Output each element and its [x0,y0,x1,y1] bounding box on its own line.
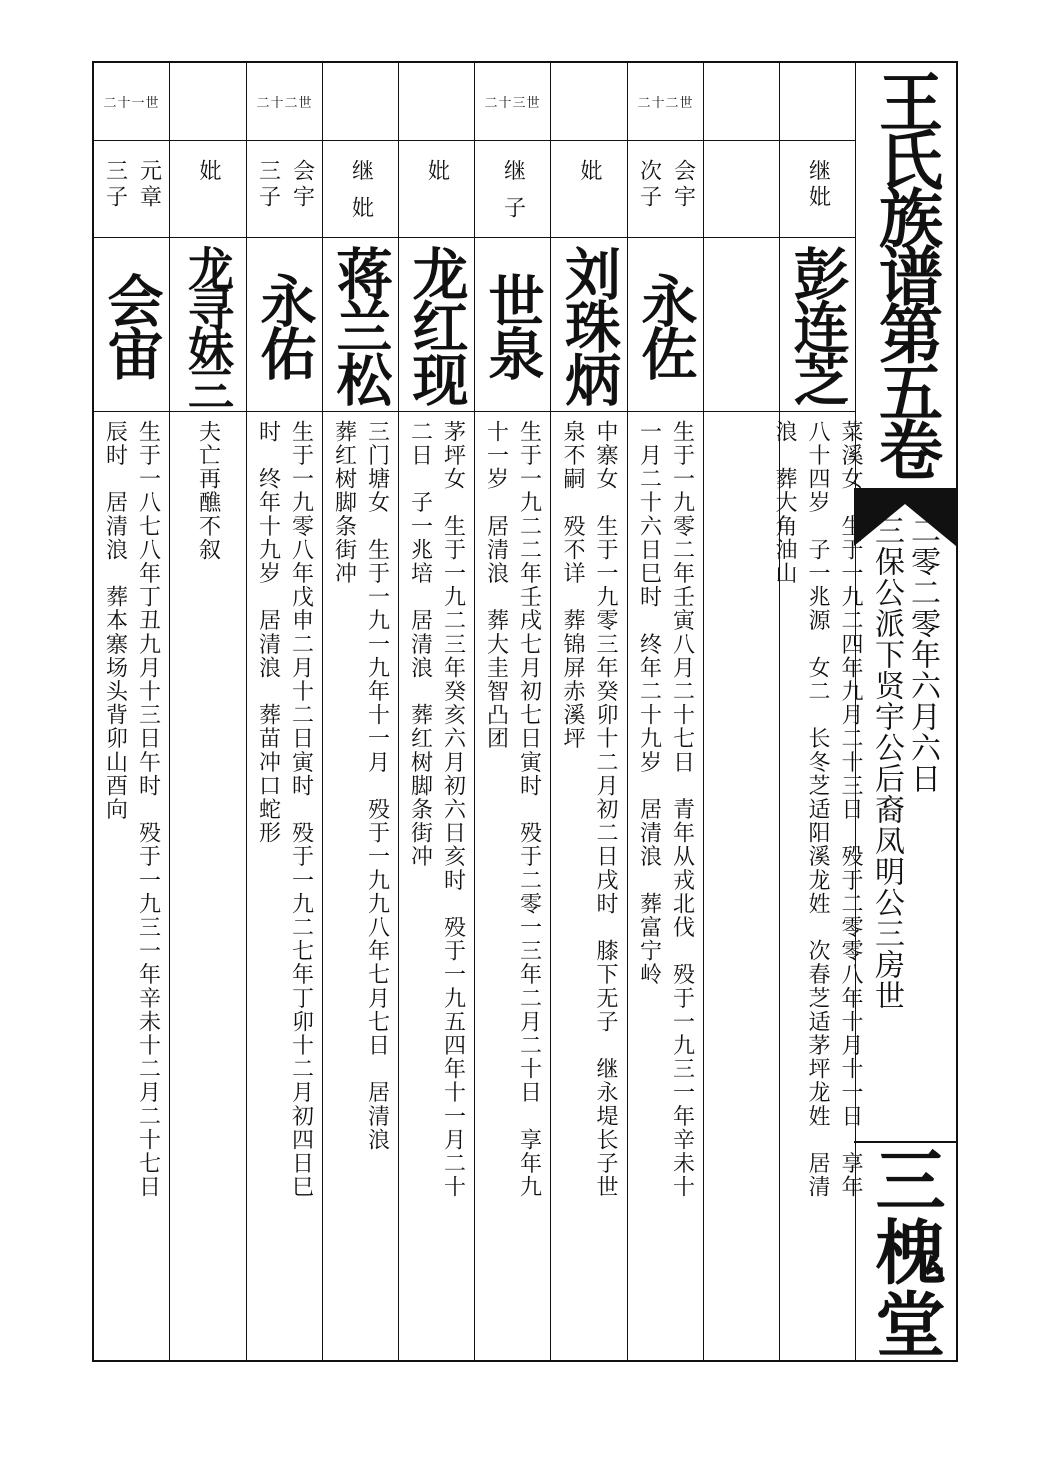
biography-cell: 三门塘女 生于一九一九年十一月 殁于一九九八年七月七日 居清浪 葬红树脚条街冲 [331,420,390,1152]
title-divider-ornament [854,488,956,504]
relation-cell: 会宇 三子 [247,141,322,238]
relation-cell: 妣 [399,141,474,238]
biography-cell [704,412,779,1360]
relation-cell: 继妣 [780,141,855,238]
name-cell: 龙红现 [399,238,474,412]
entry-column [247,63,323,1360]
name-cell: 龙寻妹三 [170,238,246,412]
generation-cell: 二十三世 [475,63,550,141]
name-cell [704,238,779,412]
name-cell: 彭连芝 [780,238,855,412]
relation-cell: 继 子 [475,141,550,238]
relation-cell: 会宇 次子 [628,141,703,238]
entry-column [628,63,704,1360]
name-cell: 世泉 [475,238,550,412]
biography-cell: 夫亡再醮不叙 [195,420,221,562]
relation-cell: 继 妣 [323,141,398,238]
generation-cell [323,63,398,141]
name-cell: 刘珠炳 [551,238,627,412]
entry-column [704,63,780,1360]
generation-cell: 二十二世 [247,63,322,141]
entry-column [323,63,399,1360]
generation-cell [704,63,779,141]
biography-cell: 生于一九零八年戊申二月十二日寅时 殁于一九二七年丁卯十二月初四日巳 时 终年十九岁 居清浪 葬苗冲口蛇形 [255,420,314,1199]
generation-cell: 二十一世 [94,63,169,141]
subtitle-branch: 三保公派下贤宇公后裔凤明公三房世 [869,515,904,1011]
generation-cell [780,63,855,141]
entry-column [475,63,551,1360]
entry-column [551,63,628,1360]
genealogy-page [92,61,958,1362]
biography-cell: 生于一九零二年壬寅八月二十七日 青年从戎北伐 殁于一九三一年辛未十 一月二十六日巳时 终年二十九岁 居清浪 葬富宁岭 [636,420,695,1199]
biography-cell: 生于一八七八年丁丑九月十三日午时 殁于一九三一年辛未十二月二十七日 辰时 居清浪 葬本寨场头背卯山酉向 [102,420,161,1199]
biography-cell: 中寨女 生于一九零三年癸卯十二月初二日戌时 膝下无子 继永堤长子世 泉不嗣 殁不详 葬锦屏赤溪坪 [560,420,618,1199]
relation-cell: 元章 三子 [94,141,169,238]
name-cell: 永佑 [247,238,322,412]
generation-cell [170,63,246,141]
hall-name: 三槐堂 [864,1143,947,1360]
biography-cell: 菜溪女 生于一九二四年九月二十三日 殁于二零零八年十月十一日 享年 八十四岁 子一兆源 女二 长冬芝适阳溪龙姓 次春芝适茅坪龙姓 居清 浪 葬大角油山 [772,420,863,1199]
entry-column [772,63,863,1360]
relation-cell: 妣 [551,141,627,238]
title-column [854,63,956,1360]
entry-column [170,63,247,1360]
book-title: 王氏族谱第五卷 [868,69,943,475]
entry-column [94,63,170,1360]
name-cell: 永佐 [628,238,703,412]
entry-column [399,63,475,1360]
subtitle-block [854,515,956,1135]
name-cell: 会宙 [94,238,169,412]
hall-name-block [854,1141,956,1360]
relation-cell: 妣 [170,141,246,238]
relation-cell [704,141,779,238]
biography-cell: 生于一九二二年壬戌七月初七日寅时 殁于二零一三年二月二十日 享年九 十一岁 居清浪 葬大圭智凸团 [483,420,542,1199]
generation-cell: 二十二世 [628,63,703,141]
biography-cell: 茅坪女 生于一九二三年癸亥六月初六日亥时 殁于一九五四年十一月二十 二日 子一兆培 居清浪 葬红树脚条街冲 [407,420,466,1199]
generation-cell [399,63,474,141]
subtitle-date: 二零二零年六月六日 [905,515,940,794]
generation-cell [551,63,627,141]
name-cell: 蒋兰松 [323,238,398,412]
